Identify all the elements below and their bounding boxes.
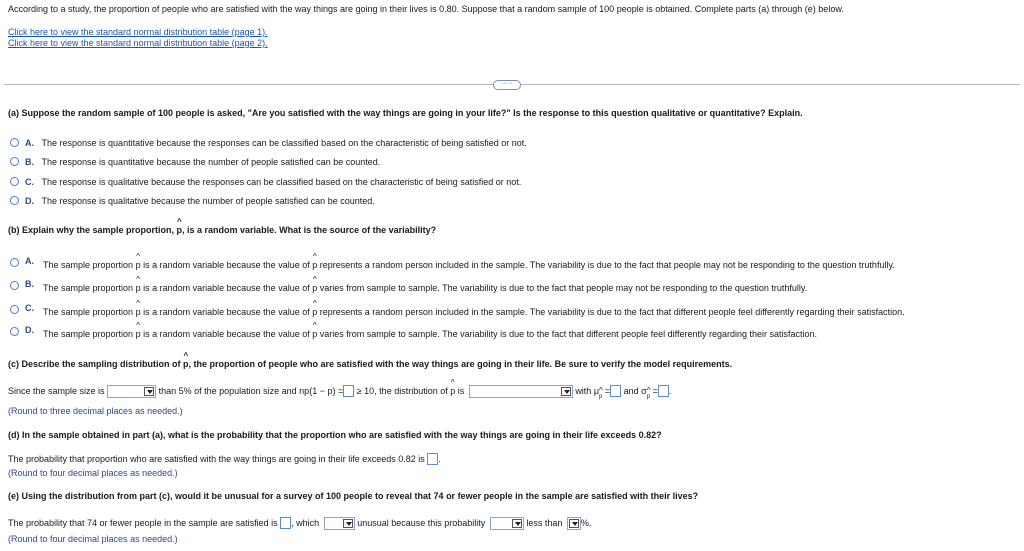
option-text: The response is qualitative because the number of people satisfied can be counted. [41, 196, 375, 206]
part-b-option-a-letter[interactable]: A. [25, 256, 34, 266]
normal-table-page1-link[interactable]: Click here to view the standard normal distribution table (page 1). [8, 27, 268, 37]
part-b-radio-c[interactable] [10, 305, 19, 314]
part-a-option-c[interactable] [25, 177, 521, 187]
part-c-answer-line: Since the sample size is than 5% of the population size and np(1 − p) = ≥ 10, the distribution of ^ p is with μ^ $_p$ = and σ^ $_p$ = . [8, 385, 671, 398]
problem-intro: According to a study, the proportion of people who are satisfied with the way things are going in their lives is 0.80. Suppose that a random sample of 100 people is obtained. Complete parts (a) through (e) below. [8, 4, 844, 14]
part-c-question: (c) Describe the sampling distribution of ^ p, the proportion of people who are satisfied with the way things are going in their life. Be sure to verify the model requirements. [8, 359, 732, 369]
option-text: The response is qualitative because the responses can be classified based on the characteristic of being satisfied or not. [41, 177, 522, 187]
part-d-answer-line: The probability that proportion who are satisfied with the way things are going in their life exceeds 0.82 is . [8, 454, 441, 464]
option-letter: B. [25, 157, 34, 167]
part-b-option-c-letter[interactable]: C. [25, 303, 34, 313]
part-b-option-c[interactable]: The sample proportion ^ p is a random variable because the value of ^ p represents a random person included in the sample. The variability is due to the fact that different people feel differently regarding their satisfaction. [43, 307, 905, 317]
part-b-option-a[interactable]: The sample proportion ^ p is a random variable because the value of ^ p represents a random person included in the sample. The variability is due to the fact that people may not be responding to the question truthfully. [43, 260, 895, 270]
part-b-radio-d[interactable] [10, 327, 19, 336]
part-a-radio-d[interactable] [10, 196, 19, 205]
part-a-radio-a[interactable] [10, 138, 19, 147]
probability-74-or-fewer-input[interactable] [280, 517, 291, 529]
part-b-option-b-letter[interactable]: B. [25, 279, 34, 289]
part-d-rounding-note: (Round to four decimal places as needed.) [8, 468, 178, 478]
part-a-option-b[interactable] [25, 157, 380, 167]
part-a-radio-c[interactable] [10, 177, 19, 186]
sample-size-comparison-dropdown[interactable] [107, 385, 156, 398]
part-e-question: (e) Using the distribution from part (c), would it be unusual for a survey of 100 people to reveal that 74 or fewer people in the sample are satisfied with their lives? [8, 491, 699, 501]
unusual-dropdown[interactable] [324, 517, 355, 530]
option-letter: A. [25, 138, 34, 148]
np-value-input[interactable] [343, 385, 354, 397]
part-d-question: (d) In the sample obtained in part (a), what is the probability that the proportion who are satisfied with the way things are going in their life exceeds 0.82? [8, 430, 662, 440]
std-dev-input[interactable] [658, 385, 669, 397]
part-b-question: (b) Explain why the sample proportion, ^ p, is a random variable. What is the source of the variability? [8, 225, 436, 235]
part-a-radio-b[interactable] [10, 157, 19, 166]
part-b-option-d[interactable]: The sample proportion ^ p is a random variable because the value of ^ p varies from sample to sample. The variability is due to the fact that different people feel differently regarding their satisfaction. [43, 329, 817, 339]
distribution-type-dropdown[interactable] [469, 385, 573, 398]
expand-more-button[interactable]: ····· [493, 80, 521, 90]
option-letter: C. [25, 177, 34, 187]
part-e-rounding-note: (Round to four decimal places as needed.) [8, 534, 178, 544]
mean-input[interactable] [610, 385, 621, 397]
chevron-down-icon [569, 519, 579, 528]
chevron-down-icon [561, 387, 571, 396]
part-b-option-b[interactable]: The sample proportion ^ p is a random variable because the value of ^ p varies from sample to sample. The variability is due to the fact that people may not be responding to the question truthfully. [43, 283, 807, 293]
option-text: The response is quantitative because the responses can be classified based on the characteristic of being satisfied or not. [41, 138, 527, 148]
part-b-radio-b[interactable] [10, 281, 19, 290]
chevron-down-icon [343, 519, 353, 528]
option-letter: D. [25, 196, 34, 206]
probability-exceeds-input[interactable] [427, 453, 438, 465]
part-a-option-a[interactable] [25, 138, 527, 148]
part-a-option-d[interactable] [25, 196, 375, 206]
part-e-answer-line: The probability that 74 or fewer people in the sample are satisfied is , which unusual because this probability less than %. [8, 518, 592, 528]
part-b-radio-a[interactable] [10, 258, 19, 267]
probability-comparison-dropdown[interactable] [490, 517, 524, 530]
chevron-down-icon [512, 519, 522, 528]
part-a-question: (a) Suppose the random sample of 100 people is asked, "Are you satisfied with the way things are going in your life?" Is the response to this question qualitative or quantitative? Explain. [8, 108, 803, 118]
part-b-option-d-letter[interactable]: D. [25, 325, 34, 335]
part-c-rounding-note: (Round to three decimal places as needed.) [8, 406, 183, 416]
percent-threshold-dropdown[interactable] [567, 517, 581, 530]
option-text: The response is quantitative because the number of people satisfied can be counted. [41, 157, 381, 167]
chevron-down-icon [144, 387, 154, 396]
normal-table-page2-link[interactable]: Click here to view the standard normal distribution table (page 2). [8, 38, 268, 48]
